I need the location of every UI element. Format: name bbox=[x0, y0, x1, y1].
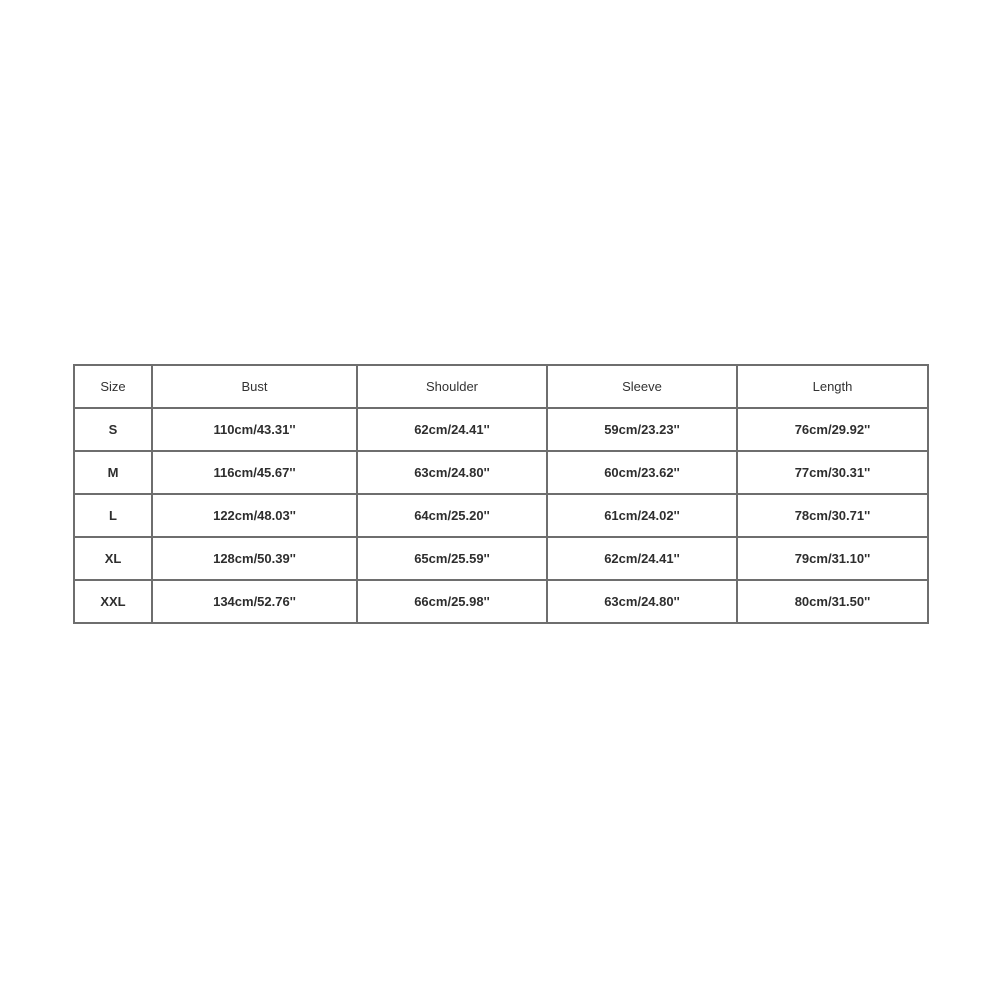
cell-sleeve: 60cm/23.62'' bbox=[547, 451, 737, 494]
cell-size: M bbox=[74, 451, 152, 494]
size-chart-table bbox=[73, 364, 929, 624]
cell-shoulder: 66cm/25.98'' bbox=[357, 580, 547, 623]
table-row bbox=[74, 451, 928, 494]
header-length: Length bbox=[737, 365, 928, 408]
cell-bust: 122cm/48.03'' bbox=[152, 494, 357, 537]
cell-length: 76cm/29.92'' bbox=[737, 408, 928, 451]
cell-size: L bbox=[74, 494, 152, 537]
cell-sleeve: 61cm/24.02'' bbox=[547, 494, 737, 537]
table-row bbox=[74, 537, 928, 580]
table-row bbox=[74, 580, 928, 623]
cell-shoulder: 64cm/25.20'' bbox=[357, 494, 547, 537]
header-bust: Bust bbox=[152, 365, 357, 408]
cell-bust: 110cm/43.31'' bbox=[152, 408, 357, 451]
cell-length: 78cm/30.71'' bbox=[737, 494, 928, 537]
cell-sleeve: 63cm/24.80'' bbox=[547, 580, 737, 623]
cell-sleeve: 62cm/24.41'' bbox=[547, 537, 737, 580]
cell-sleeve: 59cm/23.23'' bbox=[547, 408, 737, 451]
cell-size: S bbox=[74, 408, 152, 451]
header-shoulder: Shoulder bbox=[357, 365, 547, 408]
table-row bbox=[74, 408, 928, 451]
cell-shoulder: 63cm/24.80'' bbox=[357, 451, 547, 494]
cell-length: 79cm/31.10'' bbox=[737, 537, 928, 580]
table-row bbox=[74, 494, 928, 537]
cell-bust: 116cm/45.67'' bbox=[152, 451, 357, 494]
cell-size: XL bbox=[74, 537, 152, 580]
cell-shoulder: 62cm/24.41'' bbox=[357, 408, 547, 451]
table-header-row bbox=[74, 365, 928, 408]
cell-bust: 128cm/50.39'' bbox=[152, 537, 357, 580]
header-size: Size bbox=[74, 365, 152, 408]
cell-length: 80cm/31.50'' bbox=[737, 580, 928, 623]
cell-bust: 134cm/52.76'' bbox=[152, 580, 357, 623]
cell-length: 77cm/30.31'' bbox=[737, 451, 928, 494]
cell-size: XXL bbox=[74, 580, 152, 623]
header-sleeve: Sleeve bbox=[547, 365, 737, 408]
cell-shoulder: 65cm/25.59'' bbox=[357, 537, 547, 580]
